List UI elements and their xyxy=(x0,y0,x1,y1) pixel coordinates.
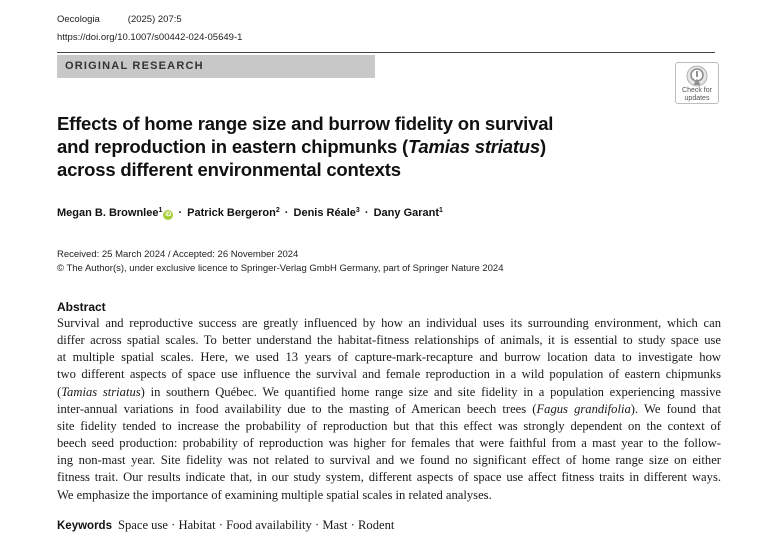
keywords xyxy=(57,516,394,534)
abstract-line: two different aspects of space use influence the survival and female reproduction in a wild population of eastern chipmunks xyxy=(57,367,721,382)
abstract-line: We emphasize the importance of examining multiple spatial scales in related analyses. xyxy=(57,487,492,502)
abstract-body xyxy=(57,315,721,504)
abstract-line-post: ). We found that xyxy=(630,401,721,416)
abstract-line: fitness trait. Our results indicate that, in our study system, different aspects of space use affect fitness traits in different ways. xyxy=(57,470,721,485)
abstract-line xyxy=(57,401,721,418)
abstract-line-post: ) in southern Québec. We quantified home range size and site fidelity in a population experiencing massive xyxy=(140,384,721,399)
abstract-line xyxy=(57,384,721,401)
received-accepted-dates: Received: 25 March 2024 / Accepted: 26 November 2024 xyxy=(57,249,299,260)
keywords-list xyxy=(118,518,394,532)
journal-citation xyxy=(57,14,182,25)
keyword: Rodent xyxy=(358,518,395,532)
abstract-line-pre: ( xyxy=(57,384,62,399)
title-line-2 xyxy=(57,136,546,157)
author-separator: · xyxy=(364,207,369,219)
abstract-heading: Abstract xyxy=(57,300,106,314)
author-list xyxy=(57,207,443,220)
author-name[interactable]: Denis Réale xyxy=(293,207,356,219)
abstract-line: differ across spatial scales. To better understand the habitat-fitness relationships of animals, it is essential to study space use xyxy=(57,333,721,348)
abstract-line-pre: inter-annual variations in food availability due to the masting of American beech trees ( xyxy=(57,401,537,416)
author-name[interactable]: Patrick Bergeron xyxy=(187,207,276,219)
orcid-icon[interactable]: iD xyxy=(165,212,172,218)
abstract-line: site fidelity tended to increase the probability of reproduction but that this effect was strongly dependent on the context of xyxy=(57,418,721,433)
keyword: Food availability xyxy=(226,518,312,532)
journal-volume: (2025) 207:5 xyxy=(127,14,182,25)
author-affiliation: 1 xyxy=(158,207,163,214)
abstract-line: Survival and reproductive success are greatly influenced by how an individual uses its surrounding environment, which can xyxy=(57,316,721,330)
title-line-2-pre: and reproduction in eastern chipmunks ( xyxy=(57,136,408,157)
keyword-separator: · xyxy=(171,518,176,532)
title-line-3: across different environmental contexts xyxy=(57,159,401,180)
species-name: Fagus grandifolia xyxy=(536,401,631,416)
header-divider xyxy=(57,52,715,53)
title-species-name: Tamias striatus xyxy=(407,136,540,157)
check-for-updates-badge[interactable] xyxy=(675,62,719,104)
keyword-separator: · xyxy=(218,518,223,532)
keyword: Space use xyxy=(117,518,168,532)
author-affiliation: 3 xyxy=(355,207,360,214)
title-line-2-post: ) xyxy=(540,136,546,157)
author-name[interactable]: Dany Garant xyxy=(373,207,440,219)
section-label: ORIGINAL RESEARCH xyxy=(65,60,204,72)
section-banner xyxy=(57,55,375,78)
abstract-line: ing non-mast year. Site fidelity was not related to survival and we found no significant effect of home range size on either xyxy=(57,453,721,468)
doi-link[interactable]: https://doi.org/10.1007/s00442-024-05649-1 xyxy=(57,32,243,43)
author-separator: · xyxy=(284,207,289,219)
author-affiliation: 1 xyxy=(439,207,443,214)
keyword-separator: · xyxy=(350,518,355,532)
crossmark-icon xyxy=(686,65,708,87)
keyword: Mast xyxy=(322,518,348,532)
author-separator: · xyxy=(178,207,183,219)
abstract-line: at multiple spatial scales. Here, we used 13 years of capture-mark-recapture and burrow location data to investigate how xyxy=(57,350,721,365)
journal-name: Oecologia xyxy=(57,14,100,25)
check-for-updates-text xyxy=(676,87,718,103)
article-title xyxy=(57,112,577,181)
species-name: Tamias striatus xyxy=(61,384,141,399)
author-affiliation: 2 xyxy=(275,207,280,214)
keyword-separator: · xyxy=(314,518,320,532)
check-line-1: Check for xyxy=(682,87,712,94)
keywords-label: Keywords xyxy=(57,520,112,532)
author-name[interactable]: Megan B. Brownlee xyxy=(57,207,159,219)
check-line-2: updates xyxy=(684,95,710,102)
copyright-notice: © The Author(s), under exclusive licence to Springer-Verlag GmbH Germany, part of Springer Nature 2024 xyxy=(57,263,504,274)
title-line-1: Effects of home range size and burrow fidelity on survival xyxy=(57,113,554,134)
abstract-line: beech seed production: probability of reproduction was higher for females that were faithful from a mast year to the follow- xyxy=(57,436,721,451)
keyword: Habitat xyxy=(178,518,216,532)
